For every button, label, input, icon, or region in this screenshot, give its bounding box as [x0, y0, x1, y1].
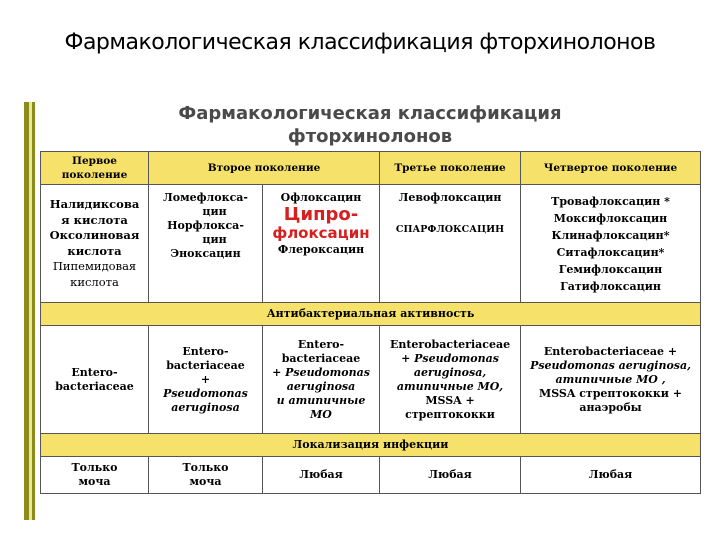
localization-row	[41, 457, 701, 494]
drug-line: Флероксацин	[277, 243, 365, 256]
activity-line: bacteriaceae	[55, 379, 134, 393]
localization-line: моча	[78, 475, 111, 488]
activity-line: Entero-	[71, 365, 118, 379]
section-row-localization	[41, 434, 701, 457]
slide-title: Фармакологическая классификация фторхинолонов	[64, 30, 656, 55]
activity-line: + Pseudomonas	[401, 351, 499, 365]
header-third-generation: Третье поколение	[380, 152, 521, 185]
section-activity: Антибактериальная активность	[41, 303, 701, 326]
drug-line: цин	[202, 233, 227, 246]
third-generation-drugs	[380, 185, 521, 303]
activity-line: атипичные МО ,	[555, 372, 666, 386]
activity-line: aeruginosa	[171, 400, 240, 414]
activity-second-a	[149, 326, 263, 434]
activity-line: MSSA +	[425, 393, 475, 407]
localization-line: Только	[182, 461, 229, 474]
activity-line: Enterobacteriaceae	[389, 337, 511, 351]
ciprofloxacin-highlight-line-2: флоксацин	[272, 224, 370, 242]
second-generation-drugs-a	[149, 185, 263, 303]
activity-line: aeruginosa	[286, 379, 356, 393]
drug-line: Эноксацин	[170, 247, 241, 260]
drug-line: Пипемидовая	[52, 259, 137, 273]
activity-line: анаэробы	[579, 400, 642, 414]
activity-row	[41, 326, 701, 434]
activity-third	[380, 326, 521, 434]
drug-line: Норфлокса-	[167, 219, 244, 232]
localization-first	[41, 457, 149, 494]
classification-table	[40, 151, 701, 494]
activity-line: стрептококки	[405, 407, 495, 421]
drug-line: Гемифлоксацин	[558, 262, 663, 276]
localization-fourth: Любая	[521, 457, 701, 494]
drug-line: Моксифлоксацин	[553, 211, 668, 225]
drug-line: я кислота	[61, 212, 128, 227]
header-fourth-generation: Четвертое поколение	[521, 152, 701, 185]
activity-line: атипичные МО,	[396, 379, 504, 393]
activity-first	[41, 326, 149, 434]
drug-line: СПАРФЛОКСАЦИН	[395, 224, 505, 235]
activity-line: и атипичные	[276, 393, 366, 407]
activity-line: MSSA стрептококки +	[539, 386, 682, 400]
drug-line: Офлоксацин	[280, 191, 362, 204]
header-row	[41, 152, 701, 185]
drug-line: Клинафлоксацин*	[551, 228, 670, 242]
activity-line: МО	[310, 407, 332, 421]
drug-line: кислота	[70, 274, 119, 289]
activity-line: Pseudomonas aeruginosa,	[530, 358, 691, 372]
activity-line: bacteriaceae	[166, 358, 245, 372]
first-generation-drugs	[41, 185, 149, 303]
localization-line: моча	[189, 475, 222, 488]
drug-line: Гатифлоксацин	[560, 279, 661, 293]
activity-line: Entero-	[182, 344, 229, 358]
fourth-generation-drugs	[521, 185, 701, 303]
drug-line: Оксолиновая	[49, 228, 140, 242]
activity-second-b	[263, 326, 380, 434]
activity-fourth	[521, 326, 701, 434]
ciprofloxacin-highlight-line-1: Ципро-	[283, 204, 359, 225]
second-generation-drugs-b	[263, 185, 380, 303]
drug-line: цин	[202, 205, 227, 218]
drug-line: Ситафлоксацин*	[556, 245, 665, 259]
decorative-side-stripe	[29, 102, 32, 520]
drug-line: Левофлоксацин	[398, 191, 502, 204]
drug-line: Ломефлокса-	[163, 191, 248, 204]
drugs-row	[41, 185, 701, 303]
activity-line: Enterobacteriaceae +	[543, 344, 678, 358]
table-heading-line-1: Фармакологическая классификация	[178, 103, 562, 124]
activity-line: aeruginosa,	[413, 365, 487, 379]
activity-line: + Pseudomonas	[272, 365, 370, 379]
activity-line: +	[200, 372, 211, 386]
localization-line: Только	[71, 461, 118, 474]
activity-line: Entero-	[297, 337, 345, 351]
localization-third: Любая	[380, 457, 521, 494]
drug-line: Тровафлоксацин *	[551, 194, 670, 208]
drug-line: Налидиксова	[49, 197, 140, 211]
activity-line: Pseudomonas	[163, 386, 248, 400]
activity-line: bacteriaceae	[281, 351, 361, 365]
drug-line: кислота	[67, 243, 122, 258]
section-row-activity	[41, 303, 701, 326]
header-second-generation: Второе поколение	[149, 152, 380, 185]
table-heading-line-2: фторхинолонов	[287, 126, 453, 147]
table-heading	[40, 102, 700, 148]
localization-second-a	[149, 457, 263, 494]
localization-second-b: Любая	[263, 457, 380, 494]
header-first-generation: Первое поколение	[41, 152, 149, 185]
section-localization: Локализация инфекции	[41, 434, 701, 457]
